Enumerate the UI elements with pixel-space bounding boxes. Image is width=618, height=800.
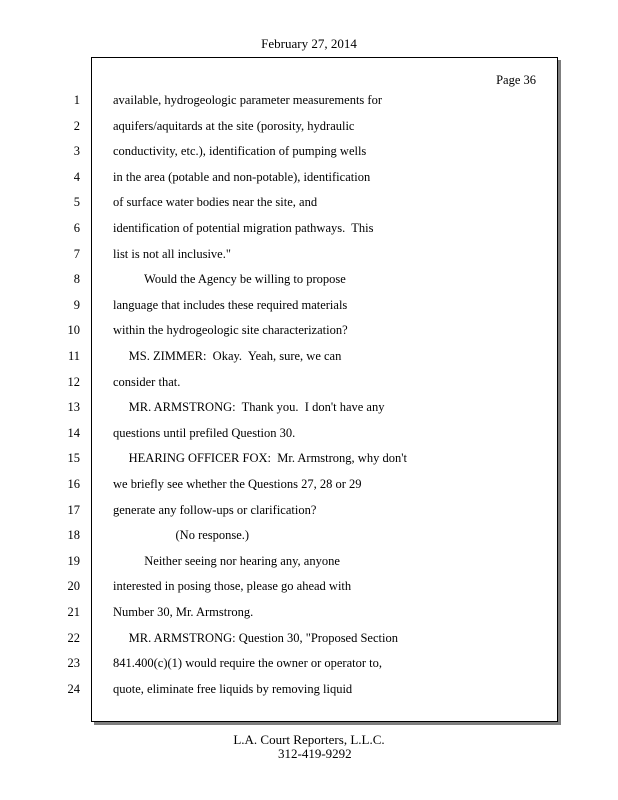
transcript-line: within the hydrogeologic site characterization?	[113, 323, 348, 338]
transcript-line: Would the Agency be willing to propose	[113, 272, 346, 287]
transcript-line: quote, eliminate free liquids by removing liquid	[113, 681, 353, 696]
line-number: 21	[67, 605, 80, 619]
line-number: 16	[67, 477, 80, 491]
transcript-line: identification of potential migration pathways. This	[113, 221, 374, 235]
page-number: Page 36	[496, 73, 536, 87]
transcript-line: available, hydrogeologic parameter measurements for	[113, 93, 382, 107]
transcript-line: Neither seeing nor hearing any, anyone	[113, 553, 340, 568]
line-number: 6	[73, 221, 80, 235]
line-number: 4	[73, 169, 80, 184]
line-number: 20	[67, 579, 80, 594]
transcript-line: consider that.	[113, 374, 181, 389]
line-number: 7	[73, 246, 80, 261]
line-number: 24	[67, 681, 80, 696]
transcript-line: MS. ZIMMER: Okay. Yeah, sure, we can	[113, 349, 342, 363]
transcript-line: conductivity, etc.), identification of pumping wells	[113, 144, 367, 159]
line-number: 19	[67, 553, 80, 568]
line-number: 11	[67, 349, 80, 363]
line-number: 2	[73, 118, 80, 133]
line-number: 18	[67, 528, 80, 543]
line-number: 13	[67, 400, 80, 415]
line-number: 8	[73, 272, 80, 287]
footer-phone: 312-419-9292	[278, 746, 352, 761]
line-number: 17	[67, 502, 80, 517]
line-number: 10	[67, 323, 80, 338]
line-number: 14	[67, 425, 80, 440]
transcript-line: in the area (potable and non-potable), identification	[113, 169, 371, 184]
line-number: 22	[67, 630, 80, 645]
transcript-line: 841.400(c)(1) would require the owner or operator to,	[113, 656, 383, 671]
line-number: 1	[73, 93, 80, 107]
transcript-line: generate any follow-ups or clarification?	[113, 502, 317, 517]
line-number: 5	[73, 195, 80, 210]
line-number: 9	[73, 297, 80, 312]
transcript-line: MR. ARMSTRONG: Thank you. I don't have any	[113, 400, 385, 415]
transcript-line: aquifers/aquitards at the site (porosity, hydraulic	[113, 118, 355, 133]
line-number: 12	[67, 374, 80, 389]
footer-company: L.A. Court Reporters, L.L.C.	[233, 732, 385, 747]
transcript-line: Number 30, Mr. Armstrong.	[113, 605, 254, 619]
transcript-line: we briefly see whether the Questions 27, 28 or 29	[113, 477, 362, 491]
transcript-line: (No response.)	[113, 528, 250, 543]
header-date: February 27, 2014	[261, 36, 357, 51]
transcript-line: language that includes these required materials	[113, 297, 348, 312]
transcript-line: MR. ARMSTRONG: Question 30, "Proposed Section	[113, 630, 398, 645]
transcript-line: interested in posing those, please go ahead with	[113, 579, 352, 594]
transcript-line: HEARING OFFICER FOX: Mr. Armstrong, why don't	[113, 451, 407, 466]
line-number: 3	[73, 144, 80, 159]
transcript-line: questions until prefiled Question 30.	[113, 425, 296, 440]
transcript-line: list is not all inclusive."	[113, 246, 231, 261]
transcript-line: of surface water bodies near the site, and	[113, 195, 318, 210]
line-number: 23	[67, 656, 80, 671]
line-number: 15	[67, 451, 80, 466]
